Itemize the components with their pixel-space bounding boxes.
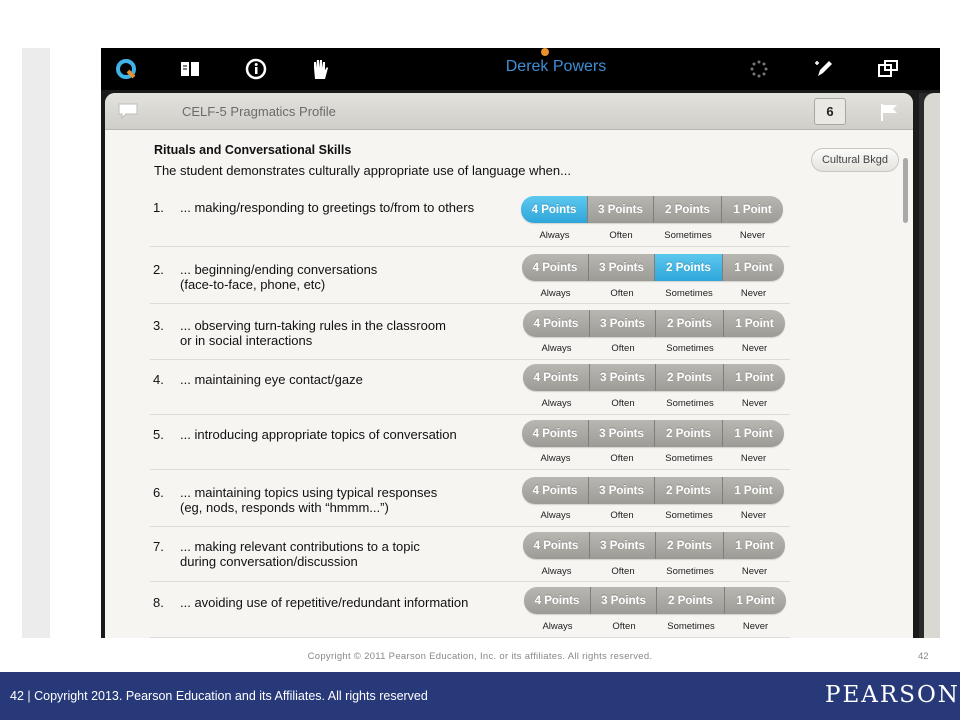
points-option-3[interactable]: 3 Points [589, 254, 655, 281]
item-text-line2: (eg, nods, responds with “hmmm...”) [180, 500, 389, 515]
row-divider [150, 637, 790, 638]
points-option-4[interactable]: 4 Points [523, 364, 590, 391]
points-option-3[interactable]: 3 Points [591, 587, 657, 614]
item-number: 1. [153, 200, 164, 215]
points-option-1[interactable]: 1 Point [722, 196, 783, 223]
frequency-label: Always [540, 453, 571, 464]
item-description [180, 262, 377, 292]
frequency-label: Never [741, 343, 768, 354]
item-number: 5. [153, 427, 164, 442]
app-top-bar [101, 48, 940, 90]
frequency-labels [523, 343, 785, 354]
frequency-label: Often [611, 566, 635, 577]
frequency-label: Always [541, 566, 572, 577]
frequency-label: Often [611, 398, 635, 409]
item-number: 8. [153, 595, 164, 610]
flag-icon[interactable] [879, 102, 901, 127]
frequency-labels [522, 510, 784, 521]
frequency-label: Always [540, 288, 571, 299]
comment-icon[interactable] [117, 102, 139, 125]
points-segmented-control [523, 532, 785, 559]
points-option-3[interactable]: 3 Points [590, 532, 656, 559]
slide-copyright: Copyright © 2011 Pearson Education, Inc. or its affiliates. All rights reserved. [307, 651, 653, 662]
book-icon[interactable] [179, 58, 201, 80]
hand-icon[interactable] [309, 58, 331, 80]
frequency-labels [522, 288, 784, 299]
points-option-2[interactable]: 2 Points [657, 587, 725, 614]
points-option-4[interactable]: 4 Points [522, 477, 589, 504]
frequency-label: Always [542, 621, 573, 632]
user-name: Derek Powers [505, 58, 607, 75]
item-number: 4. [153, 372, 164, 387]
frequency-label: Never [742, 621, 769, 632]
item-description [180, 595, 468, 610]
points-option-4[interactable]: 4 Points [522, 420, 589, 447]
frequency-label: Sometimes [665, 288, 713, 299]
footer-bar [0, 672, 960, 720]
frequency-label: Often [611, 343, 635, 354]
orange-indicator [541, 48, 549, 56]
item-number: 2. [153, 262, 164, 277]
points-option-2[interactable]: 2 Points [655, 477, 723, 504]
rating-row [150, 245, 790, 301]
points-option-3[interactable]: 3 Points [590, 310, 656, 337]
item-number: 3. [153, 318, 164, 333]
item-description [180, 318, 446, 348]
frequency-label: Never [740, 288, 767, 299]
item-text-line2: (face-to-face, phone, etc) [180, 277, 326, 292]
frequency-label: Never [740, 510, 767, 521]
points-option-4[interactable]: 4 Points [522, 254, 589, 281]
frequency-labels [523, 566, 785, 577]
frequency-label: Often [610, 453, 634, 464]
points-option-2[interactable]: 2 Points [656, 364, 724, 391]
item-description [180, 427, 457, 442]
rating-row [150, 188, 790, 244]
item-text-line2: or in social interactions [180, 333, 313, 348]
frequency-label: Sometimes [667, 621, 715, 632]
item-text-line1: ... maintaining eye contact/gaze [180, 372, 363, 387]
frequency-label: Sometimes [664, 230, 712, 241]
left-margin-strip [22, 48, 50, 638]
rating-row [150, 579, 790, 635]
item-number: 6. [153, 485, 164, 500]
points-segmented-control [522, 477, 784, 504]
frequency-label: Sometimes [666, 343, 714, 354]
points-segmented-control [523, 310, 785, 337]
frequency-label: Never [740, 453, 767, 464]
slide-page-number: 42 [918, 651, 929, 662]
points-segmented-control [522, 420, 784, 447]
item-text-line1: ... maintaining topics using typical responses [180, 485, 438, 500]
points-option-4[interactable]: 4 Points [524, 587, 591, 614]
points-option-3[interactable]: 3 Points [588, 196, 654, 223]
rating-row [150, 411, 790, 467]
item-description [180, 539, 420, 569]
spinner-icon [748, 58, 770, 80]
frequency-labels [522, 453, 784, 464]
points-option-2[interactable]: 2 Points [656, 532, 724, 559]
points-option-2[interactable]: 2 Points [656, 310, 724, 337]
frequency-label: Sometimes [666, 398, 714, 409]
frequency-labels [521, 230, 783, 241]
pragmatics-profile-panel [105, 93, 913, 638]
frequency-label: Sometimes [665, 510, 713, 521]
rating-row [150, 523, 790, 579]
points-option-2[interactable]: 2 Points [655, 254, 723, 281]
section-subtitle: The student demonstrates culturally appropriate use of language when... [154, 163, 571, 178]
item-text-line1: ... avoiding use of repetitive/redundant information [180, 595, 469, 610]
frequency-label: Always [541, 343, 572, 354]
points-segmented-control [524, 587, 786, 614]
item-description [180, 200, 474, 215]
points-option-1[interactable]: 1 Point [724, 364, 785, 391]
rating-row [150, 468, 790, 524]
points-option-1[interactable]: 1 Point [723, 254, 784, 281]
points-option-3[interactable]: 3 Points [589, 477, 655, 504]
scrollbar[interactable] [903, 158, 908, 223]
item-text-line1: ... observing turn-taking rules in the classroom [180, 318, 446, 333]
points-segmented-control [523, 364, 785, 391]
frequency-label: Always [540, 510, 571, 521]
frequency-label: Never [741, 566, 768, 577]
frequency-label: Never [741, 398, 768, 409]
item-text-line1: ... beginning/ending conversations [180, 262, 378, 277]
points-option-1[interactable]: 1 Point [723, 477, 784, 504]
item-description [180, 485, 437, 515]
points-option-4[interactable]: 4 Points [523, 532, 590, 559]
frequency-label: Often [610, 288, 634, 299]
frequency-label: Sometimes [666, 566, 714, 577]
points-segmented-control [522, 254, 784, 281]
points-segmented-control [521, 196, 783, 223]
rating-row [150, 356, 790, 412]
points-option-2[interactable]: 2 Points [655, 420, 723, 447]
item-number: 7. [153, 539, 164, 554]
frequency-labels [524, 621, 786, 632]
info-icon[interactable] [245, 58, 267, 80]
points-option-4[interactable]: 4 Points [521, 196, 588, 223]
item-description [180, 372, 363, 387]
frequency-label: Always [541, 398, 572, 409]
points-option-4[interactable]: 4 Points [523, 310, 590, 337]
points-option-1[interactable]: 1 Point [724, 310, 785, 337]
edit-pencil-icon[interactable] [813, 58, 835, 80]
item-text-line1: ... introducing appropriate topics of conversation [180, 427, 457, 442]
points-option-1[interactable]: 1 Point [723, 420, 784, 447]
frequency-label: Never [739, 230, 766, 241]
cultural-background-button[interactable]: Cultural Bkgd [811, 148, 899, 172]
item-text-line1: ... making relevant contributions to a topic [180, 539, 420, 554]
frequency-label: Often [610, 510, 634, 521]
section-title: Rituals and Conversational Skills [154, 143, 352, 157]
rating-row [150, 301, 790, 357]
page-number-badge[interactable]: 6 [814, 98, 846, 125]
frequency-label: Often [612, 621, 636, 632]
points-option-1[interactable]: 1 Point [724, 532, 785, 559]
frequency-label: Often [609, 230, 633, 241]
pearson-logo: PEARSON [825, 682, 960, 708]
points-option-3[interactable]: 3 Points [589, 420, 655, 447]
q-logo-icon[interactable] [115, 58, 137, 80]
tablet-app-window [101, 48, 940, 638]
points-option-2[interactable]: 2 Points [654, 196, 722, 223]
panel-title: CELF-5 Pragmatics Profile [182, 104, 336, 119]
item-text-line1: ... making/responding to greetings to/from to others [180, 200, 475, 215]
frequency-labels [523, 398, 785, 409]
frequency-label: Always [539, 230, 570, 241]
footer-copyright: 42 | Copyright 2013. Pearson Education and its Affiliates. All rights reserved [10, 689, 428, 703]
window-icon[interactable] [877, 58, 899, 80]
item-text-line2: during conversation/discussion [180, 554, 358, 569]
panel-header [105, 93, 913, 130]
frequency-label: Sometimes [665, 453, 713, 464]
points-option-3[interactable]: 3 Points [590, 364, 656, 391]
points-option-1[interactable]: 1 Point [725, 587, 786, 614]
adjacent-panel-edge [919, 93, 940, 638]
